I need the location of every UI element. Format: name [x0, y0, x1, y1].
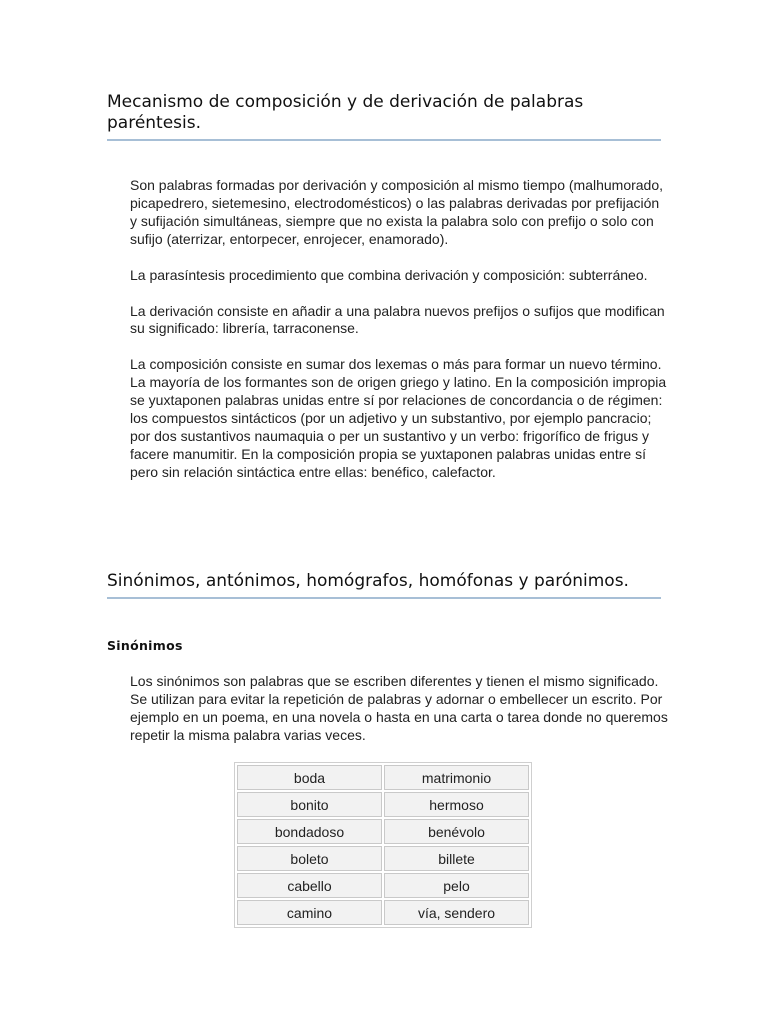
paragraph-parasintesis-example: La parasíntesis procedimiento que combina derivación y composición: subterráneo.	[130, 266, 648, 283]
composition-body	[130, 177, 670, 482]
table-row	[237, 900, 529, 925]
table-cell-word: bonito	[237, 792, 382, 817]
synonyms-body	[130, 673, 670, 745]
section-heading-composition: Mecanismo de composición y de derivación de palabras paréntesis.	[107, 92, 661, 141]
paragraph-sinonimos: Los sinónimos son palabras que se escriben diferentes y tienen el mismo significado. Se utilizan para evitar la repetición de palabras y adornar o embellecer un escrito. Por ejemplo en un poema, en una novela o hasta en una carta o tarea donde no queremos repetir la misma palabra varias veces.	[130, 673, 668, 743]
table-cell-word: cabello	[237, 873, 382, 898]
table-cell-synonym: vía, sendero	[384, 900, 529, 925]
table-row	[237, 792, 529, 817]
paragraph-composicion: La composición consiste en sumar dos lexemas o más para formar un nuevo término. La mayoría de los formantes son de origen griego y latino. En la composición impropia se yuxtaponen palabras unidas entre sí por relaciones de concordancia o de régimen: los compuestos sintácticos (por un adjetivo y un substantivo, por ejemplo pancracio; por dos sustantivos naumaquia o per un sustantivo y un verbo: frigorífico de frigus y facere manumitir. En la composición propia se yuxtaponen palabras unidas entre sí pero sin relación sintáctica entre ellas: benéfico, calefactor.	[130, 356, 667, 480]
table-cell-synonym: billete	[384, 846, 529, 871]
table-cell-synonym: matrimonio	[384, 765, 529, 790]
paragraph-derivacion: La derivación consiste en añadir a una palabra nuevos prefijos o sufijos que modifican su significado: librería, tarraconense.	[130, 302, 665, 337]
table-cell-synonym: hermoso	[384, 792, 529, 817]
table-cell-word: boda	[237, 765, 382, 790]
paragraph-parasintesis-definition: Son palabras formadas por derivación y composición al mismo tiempo (malhumorado, picapedrero, sietemesino, electrodomésticos) o las palabras derivadas por prefijación y sufijación simultáneas, siempre que no exista la palabra solo con prefijo o solo con sufijo (aterrizar, entorpecer, enrojecer, enamorado).	[130, 177, 664, 247]
table-row	[237, 819, 529, 844]
table-cell-synonym: benévolo	[384, 819, 529, 844]
table-cell-synonym: pelo	[384, 873, 529, 898]
table-cell-word: bondadoso	[237, 819, 382, 844]
synonyms-table	[234, 762, 532, 928]
table-row	[237, 873, 529, 898]
table-cell-word: boleto	[237, 846, 382, 871]
section-heading-synonyms: Sinónimos, antónimos, homógrafos, homófonas y parónimos.	[107, 571, 661, 599]
table-row	[237, 846, 529, 871]
table-row	[237, 765, 529, 790]
subheading-sinonimos: Sinónimos	[107, 638, 183, 653]
table-cell-word: camino	[237, 900, 382, 925]
